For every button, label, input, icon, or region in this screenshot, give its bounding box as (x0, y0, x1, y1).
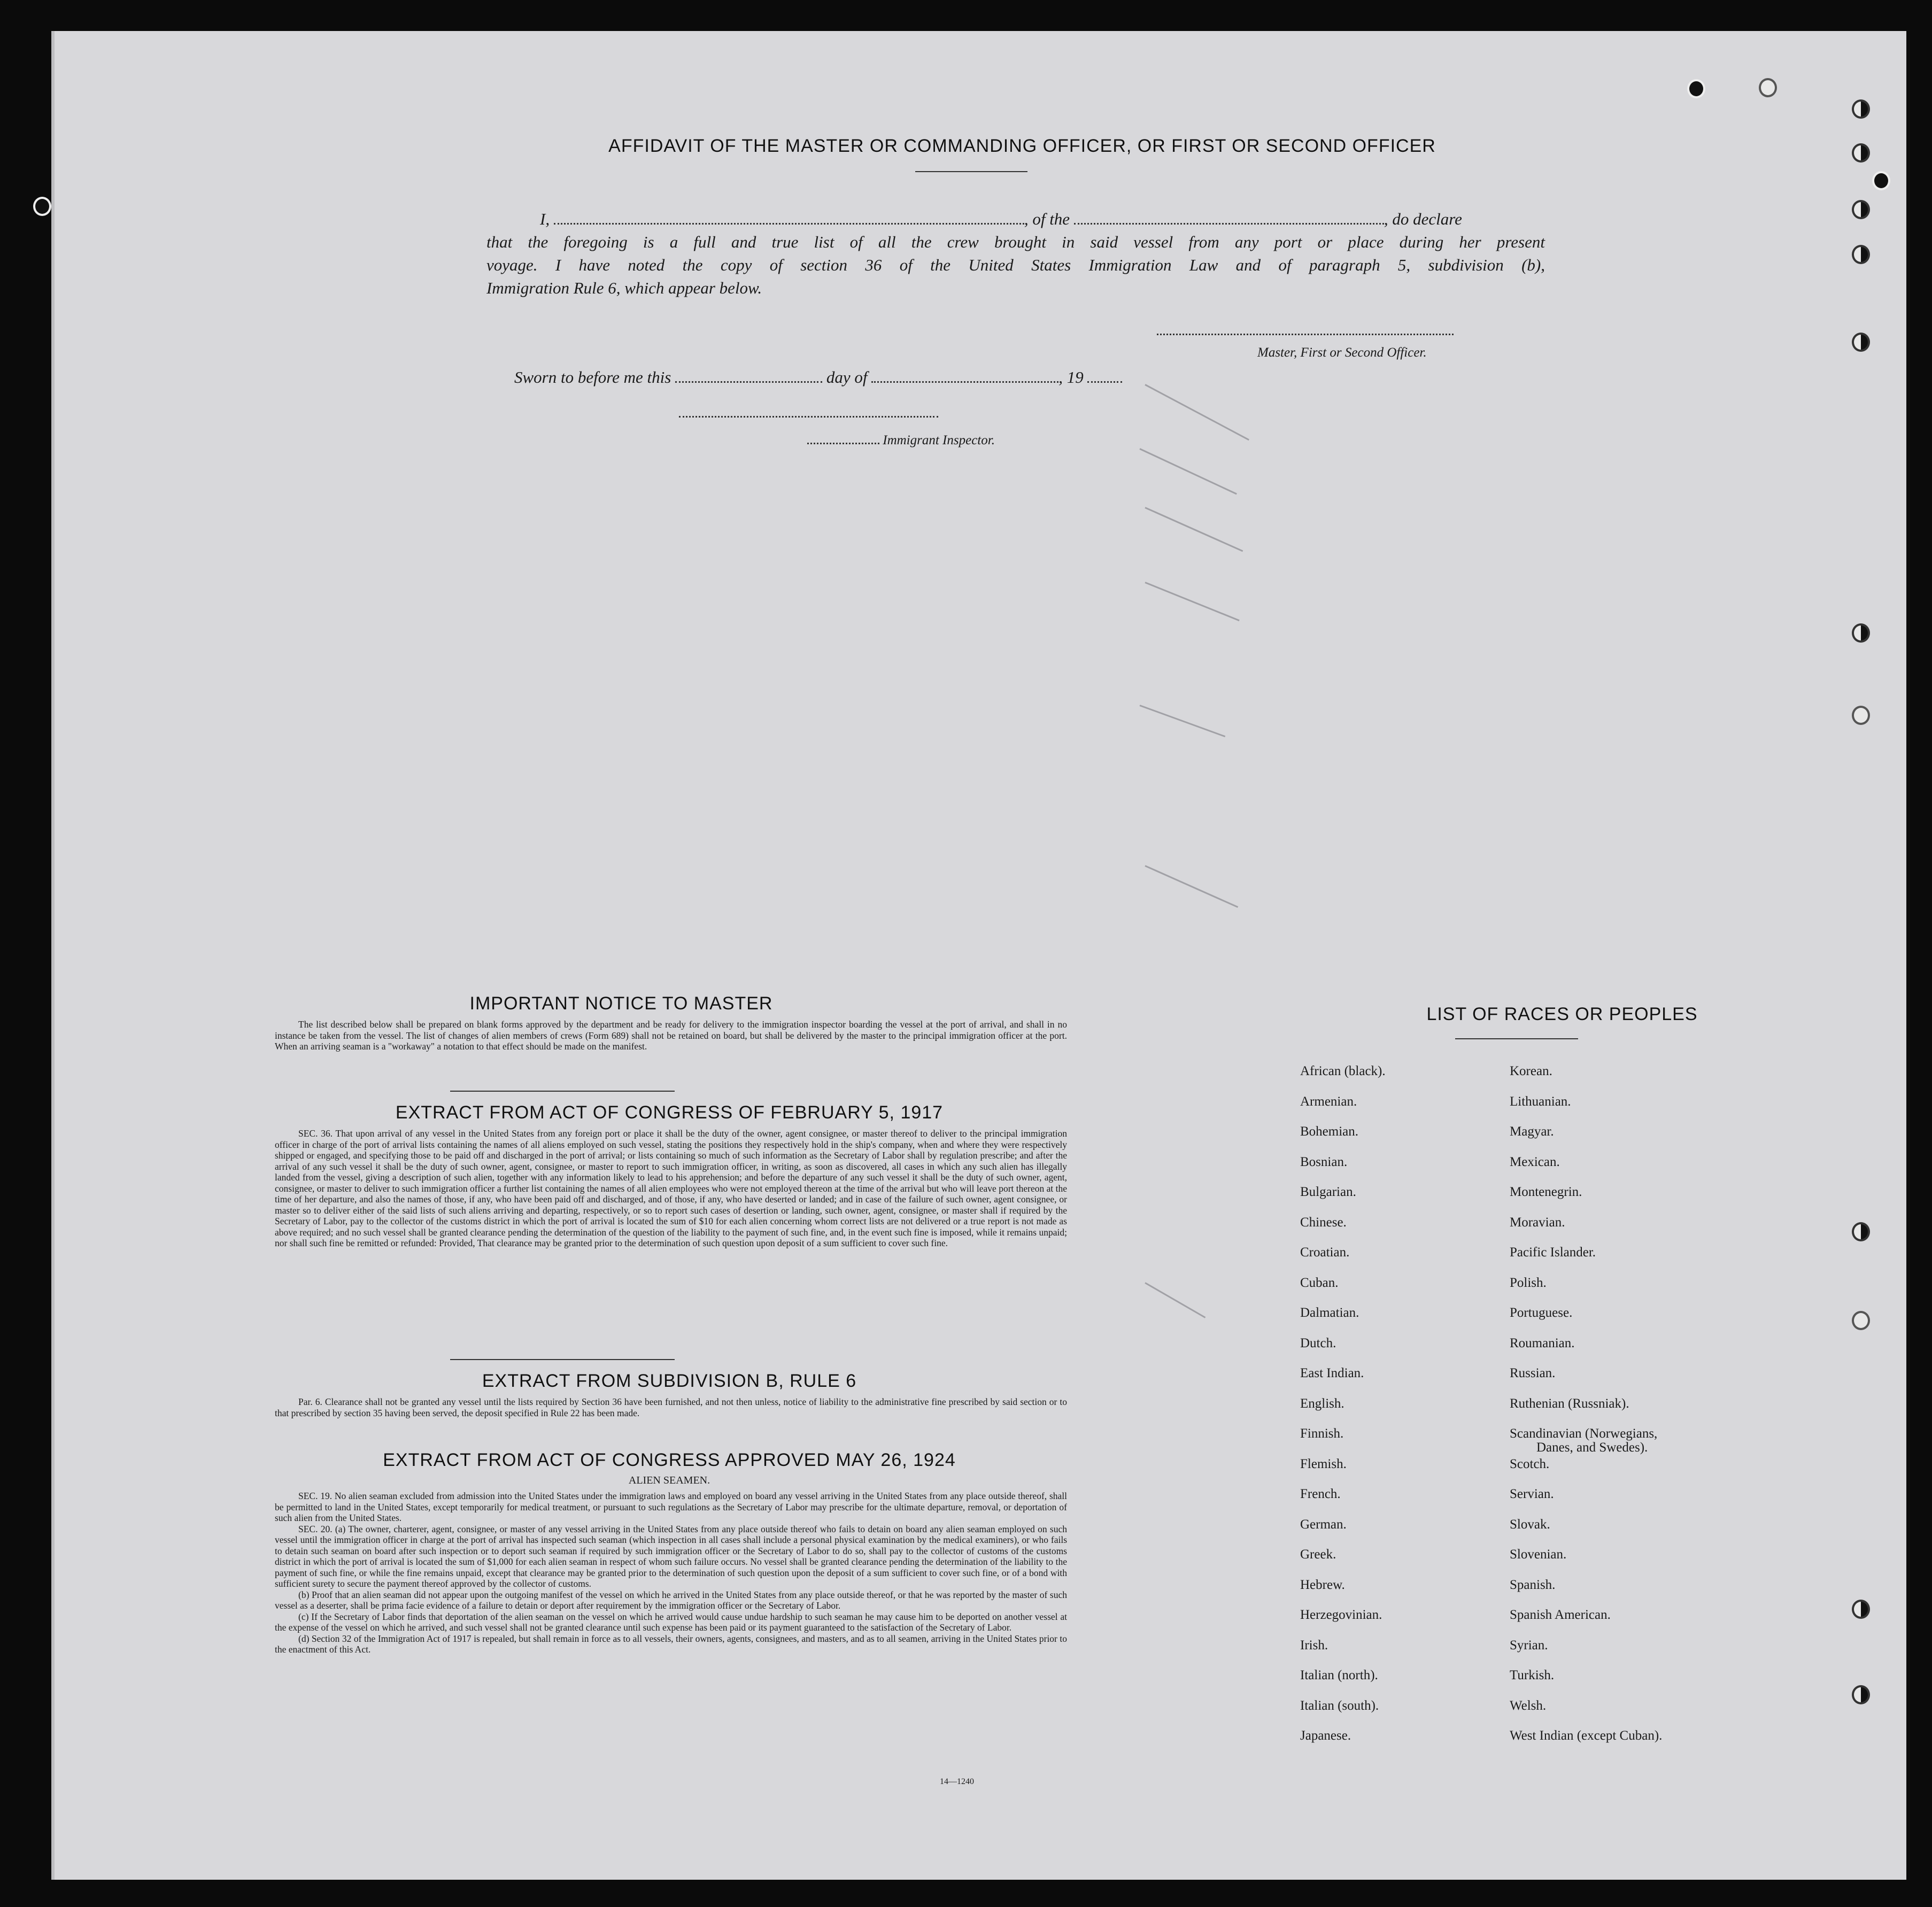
race-item: Spanish. (1510, 1577, 1556, 1592)
race-item: Armenian. (1300, 1094, 1357, 1109)
race-item: Italian (north). (1300, 1668, 1378, 1682)
race-item: Turkish. (1510, 1668, 1555, 1682)
sec-19-paragraph: SEC. 19. No alien seaman excluded from admission into the United States under the immigration laws and employed on board any vessel arriving in the United States from any place outside thereof, shall be permitted to land in the United States, except temporarily for medical treatment, or pursuant to such regulations as the Secretary of Labor may prescribe for the ultimate departure, removal, or deportation of such alien from the United States. (275, 1491, 1067, 1523)
races-divider (1455, 1038, 1578, 1039)
extract-1924-title: EXTRACT FROM ACT OF CONGRESS APPROVED MAY 26, 1924 (383, 1450, 956, 1470)
sworn-year: , 19 (1058, 368, 1084, 387)
bleed-mark (1139, 705, 1225, 737)
sec-20d-paragraph: (d) Section 32 of the Immigration Act of 1917 is repealed, but shall remain in force as to all vessels, their owners, agents, consignees, and masters, and as to all seamen, arriving in the United States prior to the enactment of this Act. (275, 1633, 1067, 1655)
rule-6-body (275, 1396, 1067, 1418)
inspector-signature-field[interactable] (679, 416, 938, 418)
sworn-year-field[interactable] (1087, 381, 1122, 383)
race-item: Russian. (1510, 1366, 1556, 1380)
race-item: French. (1300, 1487, 1341, 1501)
sworn-prefix: Sworn to before me this (514, 368, 671, 387)
sec-36-paragraph: SEC. 36. That upon arrival of any vessel in the United States from any foreign port or place it shall be the duty of the owner, agent consignee, or master thereof to deliver to the principal immigration officer in charge of the port of arrival lists containing the names of all aliens employed on such vessel, stating the positions they respectively hold in the ship's company, when and where they were respectively shipped or engaged, and specifying those to be paid off and discharged in the port of arrival; or lists containing so much of such information as the Secretary of Labor shall by regulation prescribe; and after the arrival of any such vessel it shall be the duty of such owner, agent, consignee, or master to report to such immigration officer, in writing, as soon as discovered, all cases in which any such alien has illegally landed from the vessel, giving a description of such alien, together with any information likely to lead to his apprehension; and before the departure of any such vessel it shall be the duty of such owner, agent, consignee, or master to deliver to such immigration officer a further list containing the names of all alien employees who were not employed thereon at the time of the arrival but who will leave port thereon at the time of her departure, and also the names of those, if any, who have been paid off and discharged, and of those, if any, who have deserted or landed; and in case of the failure of such owner, agent consignee, or master so to deliver either of the said lists of such aliens arriving and departing, respectively, or so to report such cases of desertion or landing, such owner, agent, consignee, or master shall if required by the Secretary of Labor, pay to the collector of the customs district in which the port of arrival is located the sum of $10 for each alien concerning whom correct lists are not delivered or a true report is not made as above required; and no such vessel shall be granted clearance pending the determination of the question of the liability to the payment of such fine, and, in the event such fine is imposed, while it remains unpaid; nor shall such fine be remitted or refunded: Provided, That clearance may be granted prior to the determination of such question upon deposit of a sum sufficient to cover such fine. (275, 1128, 1067, 1248)
race-item: Bohemian. (1300, 1124, 1359, 1139)
bleed-mark (1145, 1282, 1205, 1318)
affidavit-text (486, 207, 1545, 299)
race-item: Flemish. (1300, 1456, 1347, 1471)
sworn-day-of: day of (826, 368, 868, 387)
extract-1924-body (275, 1491, 1067, 1655)
notice-title: IMPORTANT NOTICE TO MASTER (469, 993, 773, 1014)
extract-1917-title: EXTRACT FROM ACT OF CONGRESS OF FEBRUARY 5, 1917 (395, 1102, 944, 1123)
affidavit-line-3: voyage. I have noted the copy of section 36 of the United States Immigration Law and of paragraph 5, subdivision (b), (486, 256, 1545, 274)
races-title: LIST OF RACES OR PEOPLES (1426, 1004, 1698, 1024)
rule-6-title: EXTRACT FROM SUBDIVISION B, RULE 6 (482, 1371, 857, 1391)
race-item: Syrian. (1510, 1638, 1548, 1653)
binder-hole (1852, 706, 1870, 725)
extract-1917-body (275, 1128, 1067, 1249)
race-item: West Indian (except Cuban). (1510, 1728, 1663, 1743)
binder-hole (1852, 623, 1870, 643)
sworn-line (514, 368, 1122, 387)
bleed-mark (1145, 865, 1238, 908)
race-item: East Indian. (1300, 1366, 1364, 1380)
race-item: German. (1300, 1517, 1347, 1532)
race-item: Greek. (1300, 1547, 1336, 1562)
binder-hole (1759, 78, 1777, 97)
extract-1917-divider (450, 1359, 675, 1360)
affidavit-line-4: Immigration Rule 6, which appear below. (486, 279, 762, 297)
form-number: 14—1240 (940, 1777, 974, 1786)
title-divider (915, 171, 1027, 172)
binder-hole (1872, 171, 1890, 190)
race-item: Moravian. (1510, 1215, 1565, 1230)
vessel-name-field[interactable] (1074, 223, 1384, 225)
race-item: Slovak. (1510, 1517, 1550, 1532)
sec-20b-paragraph: (b) Proof that an alien seaman did not appear upon the outgoing manifest of the vessel on which he arrived in the United States from any place outside thereof, or that he was reported by the master of such vessel as a deserter, shall be prima facie evidence of a failure to detain or deport after requirement by the immigration officer or the Secretary of Labor. (275, 1589, 1067, 1611)
binder-hole (1852, 99, 1870, 119)
binder-hole (1687, 79, 1705, 98)
sworn-day-field[interactable] (675, 381, 822, 383)
inspector-label-dots (807, 443, 879, 444)
affidavit-do-declare: , do declare (1384, 210, 1462, 228)
race-item: Spanish American. (1510, 1608, 1611, 1622)
race-item: African (black). (1300, 1064, 1386, 1078)
race-item: Servian. (1510, 1487, 1554, 1501)
declarant-name-field[interactable] (554, 223, 1024, 225)
bleed-mark (1139, 448, 1237, 495)
master-signature-field[interactable] (1157, 334, 1454, 335)
bleed-mark (1145, 507, 1243, 552)
race-item: Ruthenian (Russniak). (1510, 1396, 1629, 1411)
race-item: Portuguese. (1510, 1306, 1573, 1320)
alien-seamen-subtitle: ALIEN SEAMEN. (628, 1474, 710, 1486)
binder-hole (1852, 200, 1870, 219)
race-item: Croatian. (1300, 1245, 1350, 1260)
bleed-mark (1145, 384, 1249, 441)
race-item: Lithuanian. (1510, 1094, 1571, 1109)
race-item: Finnish. (1300, 1426, 1344, 1441)
document-page (51, 31, 1906, 1880)
notice-paragraph: The list described below shall be prepared on blank forms approved by the department and be ready for delivery to the immigration inspector boarding the vessel at the port of arrival, and shall in no instance be taken from the vessel. The list of changes of alien members of crews (Form 689) shall not be retained on board, but shall be delivered by the master to the principal immigration officer at the port. When an arriving seaman is a "workaway" a notation to that effect should be made on the manifest. (275, 1019, 1067, 1052)
race-item: Korean. (1510, 1064, 1552, 1078)
inspector-label: Immigrant Inspector. (883, 433, 995, 447)
race-item: English. (1300, 1396, 1344, 1411)
race-item: Magyar. (1510, 1124, 1554, 1139)
affidavit-of-the: , of the (1024, 210, 1070, 228)
binder-hole (1852, 1600, 1870, 1619)
notice-body (275, 1019, 1067, 1052)
rule-6-paragraph: Par. 6. Clearance shall not be granted any vessel until the lists required by Section 36 have been furnished, and not then unless, notice of liability to the administrative fine prescribed by said section or to that prescribed by section 35 having been served, the deposit specified in Rule 22 has been made. (275, 1396, 1067, 1418)
race-item: Hebrew. (1300, 1577, 1345, 1592)
binder-hole (33, 197, 51, 216)
race-item: Cuban. (1300, 1275, 1339, 1290)
race-item: Danes, and Swedes). (1536, 1440, 1648, 1455)
binder-hole (1852, 143, 1870, 163)
race-item: Dalmatian. (1300, 1306, 1359, 1320)
bleed-mark (1145, 582, 1239, 621)
inspector-label-row (807, 433, 995, 448)
race-item: Mexican. (1510, 1154, 1560, 1169)
race-item: Roumanian. (1510, 1335, 1575, 1350)
race-item: Dutch. (1300, 1335, 1336, 1350)
race-item: Pacific Islander. (1510, 1245, 1596, 1260)
race-item: Herzegovinian. (1300, 1608, 1382, 1622)
sworn-month-field[interactable] (871, 381, 1058, 383)
race-item: Italian (south). (1300, 1698, 1379, 1713)
race-item: Irish. (1300, 1638, 1328, 1653)
affidavit-title: AFFIDAVIT OF THE MASTER OR COMMANDING OFFICER, OR FIRST OR SECOND OFFICER (608, 136, 1436, 156)
race-item: Bosnian. (1300, 1154, 1348, 1169)
binder-hole (1852, 1311, 1870, 1330)
binder-hole (1852, 1685, 1870, 1704)
binder-hole (1852, 333, 1870, 352)
binder-hole (1852, 1222, 1870, 1241)
affidavit-line-1 (486, 207, 1545, 230)
race-item: Chinese. (1300, 1215, 1347, 1230)
race-item: Japanese. (1300, 1728, 1351, 1743)
affidavit-i: I, (540, 210, 550, 228)
sec-20c-paragraph: (c) If the Secretary of Labor finds that deportation of the alien seaman on the vessel on which he arrived would cause undue hardship to such seaman he may cause him to be deported on another vessel at the expense of the vessel on which he arrived, and such vessel shall not be granted clearance until such expense has been paid or its payment guaranteed to the satisfaction of the Secretary of Labor. (275, 1611, 1067, 1633)
race-item: Scandinavian (Norwegians, (1510, 1426, 1658, 1441)
notice-divider (450, 1091, 675, 1092)
race-item: Polish. (1510, 1275, 1547, 1290)
race-item: Slovenian. (1510, 1547, 1567, 1562)
affidavit-line-2: that the foregoing is a full and true list of all the crew brought in said vessel from any port or place during her present (486, 233, 1545, 251)
race-item: Scotch. (1510, 1456, 1550, 1471)
master-signature-label: Master, First or Second Officer. (1257, 345, 1427, 360)
race-item: Montenegrin. (1510, 1185, 1582, 1199)
sec-20a-paragraph: SEC. 20. (a) The owner, charterer, agent, consignee, or master of any vessel arriving in the United States from any place outside thereof who fails to detain on board any alien seaman employed on such vessel until the immigration officer in charge at the port of arrival has inspected such seaman (which inspection in all cases shall include a personal physical examination by the medical examiners), or who fails to detain such seaman on board after such inspection or to deport such seaman if required by such immigration officer or the Secretary of Labor to do so, shall pay to the collector of customs of the customs district in which the port of arrival is located the sum of $1,000 for each alien seaman in respect of whom such failure occurs. No vessel shall be granted clearance pending the determination of the liability to the payment of such fine, or while the fine remains unpaid, except that clearance may be granted prior to the determination of such question upon the deposit of a sum sufficient to cover such fine, or of a bond with sufficient surety to secure the payment thereof approved by the collector of customs. (275, 1523, 1067, 1589)
binder-hole (1852, 245, 1870, 264)
race-item: Welsh. (1510, 1698, 1547, 1713)
race-item: Bulgarian. (1300, 1185, 1356, 1199)
